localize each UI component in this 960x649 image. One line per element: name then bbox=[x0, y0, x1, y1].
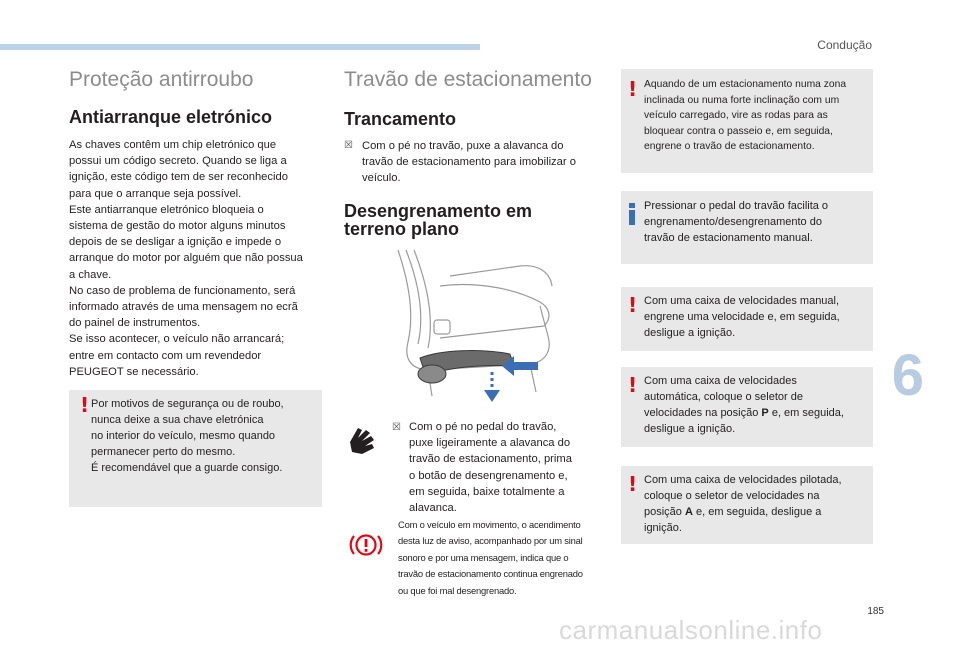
brake-warning-light-icon bbox=[349, 530, 383, 560]
title-parking-brake: Travão de estacionamento bbox=[344, 68, 592, 91]
chapter-number: 6 bbox=[891, 343, 924, 408]
pedal-info-text: Pressionar o pedal do travão facilita o engrenamento/desengrenamento do travão de estacionamento manual. bbox=[644, 200, 829, 244]
header-accent-bar bbox=[0, 44, 480, 50]
info-box-pedal bbox=[621, 191, 873, 264]
warning-box-automatic bbox=[621, 367, 873, 447]
lock-step-text: Com o pé no travão, puxe a alavanca do travão de estacionamento para imobilizar o veículo. bbox=[362, 140, 576, 185]
manual-gearbox-text: Com uma caixa de velocidades manual, engrene uma velocidade e, em seguida, desligue a ignição. bbox=[644, 295, 840, 339]
gear-position-p: P bbox=[761, 407, 769, 419]
step-bullet-icon: ☒ bbox=[344, 140, 353, 151]
section-title: Condução bbox=[817, 38, 872, 52]
gear-position-a: A bbox=[684, 506, 693, 518]
heading-release-line2: terreno plano bbox=[344, 219, 460, 239]
heading-locking: Trancamento bbox=[344, 109, 457, 129]
warning-exclamation-icon: ! bbox=[628, 472, 638, 496]
automatic-gearbox-text: Com uma caixa de velocidades automática, coloque o seletor de velocidades na posição P e, em seguida, desligue a ignição. bbox=[644, 375, 844, 435]
warning-exclamation-icon: ! bbox=[80, 393, 90, 417]
title-antitheft: Proteção antirroubo bbox=[69, 68, 254, 91]
hand-pull-icon bbox=[344, 420, 380, 456]
info-box-slope bbox=[621, 69, 873, 173]
warning-box-keys bbox=[69, 390, 322, 507]
warning-keys-text: Por motivos de segurança ou de roubo, nunca deixe a sua chave eletrónica no interior do veículo, mesmo quando permanecer perto do mesmo. É recomendável que a guarde consigo. bbox=[91, 398, 284, 474]
heading-release-line1: Desengrenamento em bbox=[344, 201, 533, 221]
piloted-gearbox-text: Com uma caixa de velocidades pilotada, coloque o seletor de velocidades na posição A e, em seguida, desligue a ignição. bbox=[644, 474, 842, 534]
page-number: 185 bbox=[867, 606, 884, 617]
warning-exclamation-icon: ! bbox=[628, 373, 638, 397]
watermark-text: carmanualsonline.info bbox=[559, 615, 823, 645]
parking-brake-illustration bbox=[380, 246, 576, 406]
warning-box-piloted bbox=[621, 466, 873, 544]
step-bullet-icon: ☒ bbox=[392, 422, 401, 433]
immobiliser-paragraph: As chaves contêm um chip eletrónico que possui um código secreto. Quando se liga a ignição, este código tem de ser reconhecido para que o arranque seja possível. Este antiarranque eletrónico bloqueia o sistema de gestão do motor alguns minutos depois de se desligar a ignição e impede o arranque do motor por alguém que não possua a chave. No caso de problema de funcionamento, será informado através de uma mensagem no ecrã do painel de instrumentos. Se isso acontecer, o veículo não arrancará; entre em contacto com um revendedor PEUGEOT se necessário. bbox=[69, 139, 303, 378]
release-step-text: Com o pé no pedal do travão, puxe ligeiramente a alavanca do travão de estacionamento, prima o botão de desengrenamento e, em seguida, baixe totalmente a alavanca. bbox=[409, 421, 572, 515]
slope-warning-text: Aquando de um estacionamento numa zona inclinada ou numa forte inclinação com um veículo carregado, vire as rodas para as bloquear contra o passeio e, em seguida, engrene o travão de estacionamento. bbox=[644, 79, 847, 153]
warning-box-manual bbox=[621, 287, 873, 351]
warning-exclamation-icon: ! bbox=[628, 77, 638, 101]
warning-exclamation-icon: ! bbox=[628, 293, 638, 317]
warning-light-text: Com o veículo em movimento, o acendimento desta luz de aviso, acompanhado por um sinal sonoro e por uma mensagem, indica que o travão de estacionamento continua engrenado ou que foi mal desengrenado. bbox=[398, 519, 583, 596]
heading-immobiliser: Antiarranque eletrónico bbox=[69, 107, 273, 127]
info-icon bbox=[628, 203, 636, 225]
